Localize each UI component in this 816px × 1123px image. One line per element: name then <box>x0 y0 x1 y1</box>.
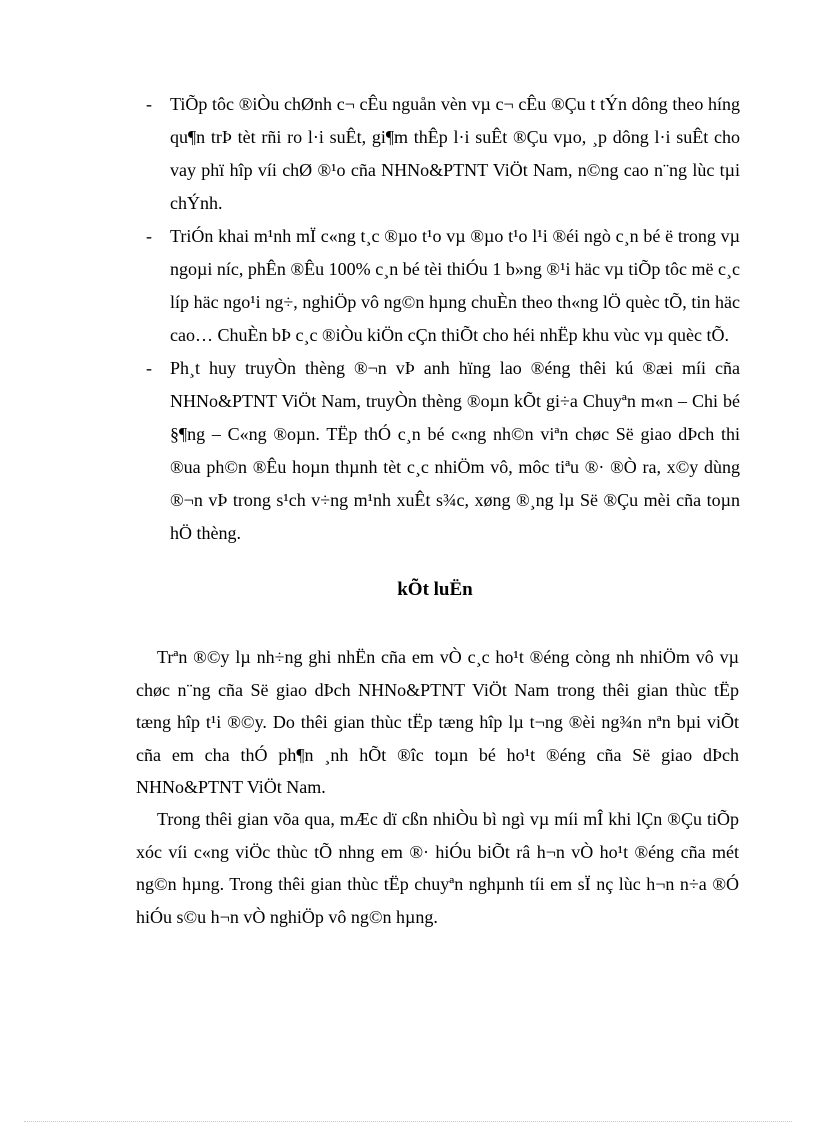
conclusion-paragraph: Trªn ®©y lµ nh÷ng ghi nhËn cña em vÒ c¸c ho¹t ®éng còng nh nhiÖm vô vµ chøc n¨ng cña Së giao dÞch NHNo&PTNT ViÖt Nam trong thêi gian thùc tËp tæng hîp t¹i ®©y. Do thêi gian thùc tËp tæng hîp lµ t¬ng ®èi ng¾n nªn bµi viÕt cña em cha thÓ ph¶n ¸nh hÕt ®îc toµn bé ho¹t ®éng cña Së giao dÞch NHNo&PTNT ViÖt Nam. <box>136 647 739 797</box>
conclusion-heading: kÕt luËn <box>397 579 473 600</box>
bullet-text: Ph¸t huy truyÒn thèng ®¬n vÞ anh hïng lao ®éng thêi kú ®æi míi cña NHNo&PTNT ViÖt Nam, truyÒn thèng ®oµn kÕt gi÷a Chuyªn m«n – Chi bé §¶ng – C«ng ®oµn. TËp thÓ c¸n bé c«ng nh©n viªn chøc Së giao dÞch thi ®ua ph©n ®Êu hoµn thµnh tèt c¸c nhiÖm vô, môc tiªu ®· ®Ò ra, x©y dùng ®¬n vÞ trong s¹ch v÷ng m¹nh xuÊt s¾c, xøng ®¸ng lµ Së ®Çu mèi cña toµn hÖ thèng. <box>170 358 740 543</box>
page-bottom-rule <box>24 1121 792 1122</box>
bullet-item <box>0 88 740 220</box>
bullet-dash: - <box>146 94 152 114</box>
bullet-item <box>0 352 740 550</box>
bullet-dash: - <box>146 226 152 246</box>
bullet-text: TriÓn khai m¹nh mÏ c«ng t¸c ®µo t¹o vµ ®µo t¹o l¹i ®éi ngò c¸n bé ë trong vµ ngoµi níc, phÊn ®Êu 100% c¸n bé tèi thiÓu 1 b»ng ®¹i häc vµ tiÕp tôc më c¸c líp häc ngo¹i ng÷, nghiÖp vô ng©n hµng chuÈn theo th«ng lÖ quèc tÕ, tin häc cao… ChuÈn bÞ c¸c ®iÒu kiÖn cÇn thiÕt cho héi nhËp khu vùc vµ quèc tÕ. <box>170 226 740 345</box>
bullet-dash: - <box>146 358 152 378</box>
bullet-item <box>0 220 740 352</box>
conclusion-paragraph: Trong thêi gian võa qua, mÆc dï cßn nhiÒu bì ngì vµ míi mÎ khi lÇn ®Çu tiÕp xóc víi c«ng viÖc thùc tÕ nhng em ®· hiÓu biÕt râ h¬n vÒ ho¹t ®éng cña mét ng©n hµng. Trong thêi gian thùc tËp chuyªn nghµnh tíi em sÏ nç lùc h¬n n÷a ®Ó hiÓu s©u h¬n vÒ nghiÖp vô ng©n hµng. <box>136 809 739 927</box>
bullet-list <box>0 88 816 550</box>
bullet-text: TiÕp tôc ®iÒu chØnh c¬ cÊu nguån vèn vµ c¬ cÊu ®Çu t tÝn dông theo híng qu¶n trÞ tèt rñi ro l·i suÊt, gi¶m thÊp l·i suÊt ®Çu vµo, ¸p dông l·i suÊt cho vay phï hîp víi chØ ®¹o cña NHNo&PTNT ViÖt Nam, n©ng cao n¨ng lùc tµi chÝnh. <box>170 94 740 213</box>
